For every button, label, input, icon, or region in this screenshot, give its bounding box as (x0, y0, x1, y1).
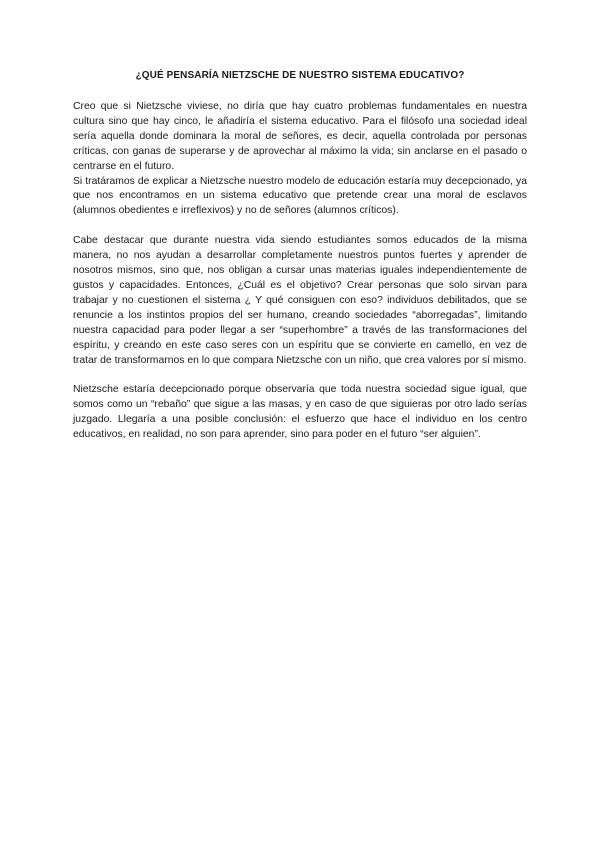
paragraph-3: Cabe destacar que durante nuestra vida siendo estudiantes somos educados de la misma manera, no nos ayudan a desarrollar completamente nuestros puntos fuertes y aprender de nosotros mismos, sino que, nos obligan a cursar unas materias iguales independientemente de gustos y capacidades. Entonces, ¿Cuál es el objetivo? Crear personas que solo sirvan para trabajar y no cuestionen el sistema ¿ Y qué consiguen con eso? individuos debilitados, que se renuncie a los instintos propios del ser humano, creando sociedades “aborregadas”, limitando nuestra capacidad para poder llegar a ser “superhombre” a través de las transformaciones del espíritu, y creando en este caso seres con un espíritu que se convierte en camello, en vez de tratar de transformarnos en lo que compara Nietzsche con un niño, que crea valores por sí mismo. (73, 235, 527, 366)
document-body (73, 100, 527, 443)
document-title: ¿QUÉ PENSARÍA NIETZSCHE DE NUESTRO SISTEMA EDUCATIVO? (135, 70, 465, 81)
paragraph-spacer (73, 368, 527, 383)
paragraph-spacer (73, 219, 527, 234)
paragraph-4: Nietzsche estaría decepcionado porque observaría que toda nuestra sociedad sigue igual, que somos como un “rebaño” que sigue a las masas, y en caso de que siguieras por otro lado serías juzgado. Llegaría a una posible conclusión: el esfuerzo que hace el individuo en los centro educativos, en realidad, no son para aprender, sino para poder en el futuro “ser alguien”. (73, 384, 527, 441)
paragraph-2: Si tratáramos de explicar a Nietzsche nuestro modelo de educación estaría muy decepcionado, ya que nos encontramos en un sistema educativo que pretende crear una moral de esclavos (alumnos obedientes e irreflexivos) y no de señores (alumnos críticos). (73, 175, 527, 217)
paragraph-1: Creo que si Nietzsche viviese, no diría que hay cuatro problemas fundamentales en nuestra cultura sino que hay cinco, le añadiría el sistema educativo. Para el filósofo una sociedad ideal sería aquella donde dominara la moral de señores, es decir, aquella controlada por personas críticas, con ganas de superarse y de aprovechar al máximo la vida; sin anclarse en el pasado o centrarse en el futuro. (73, 101, 527, 172)
